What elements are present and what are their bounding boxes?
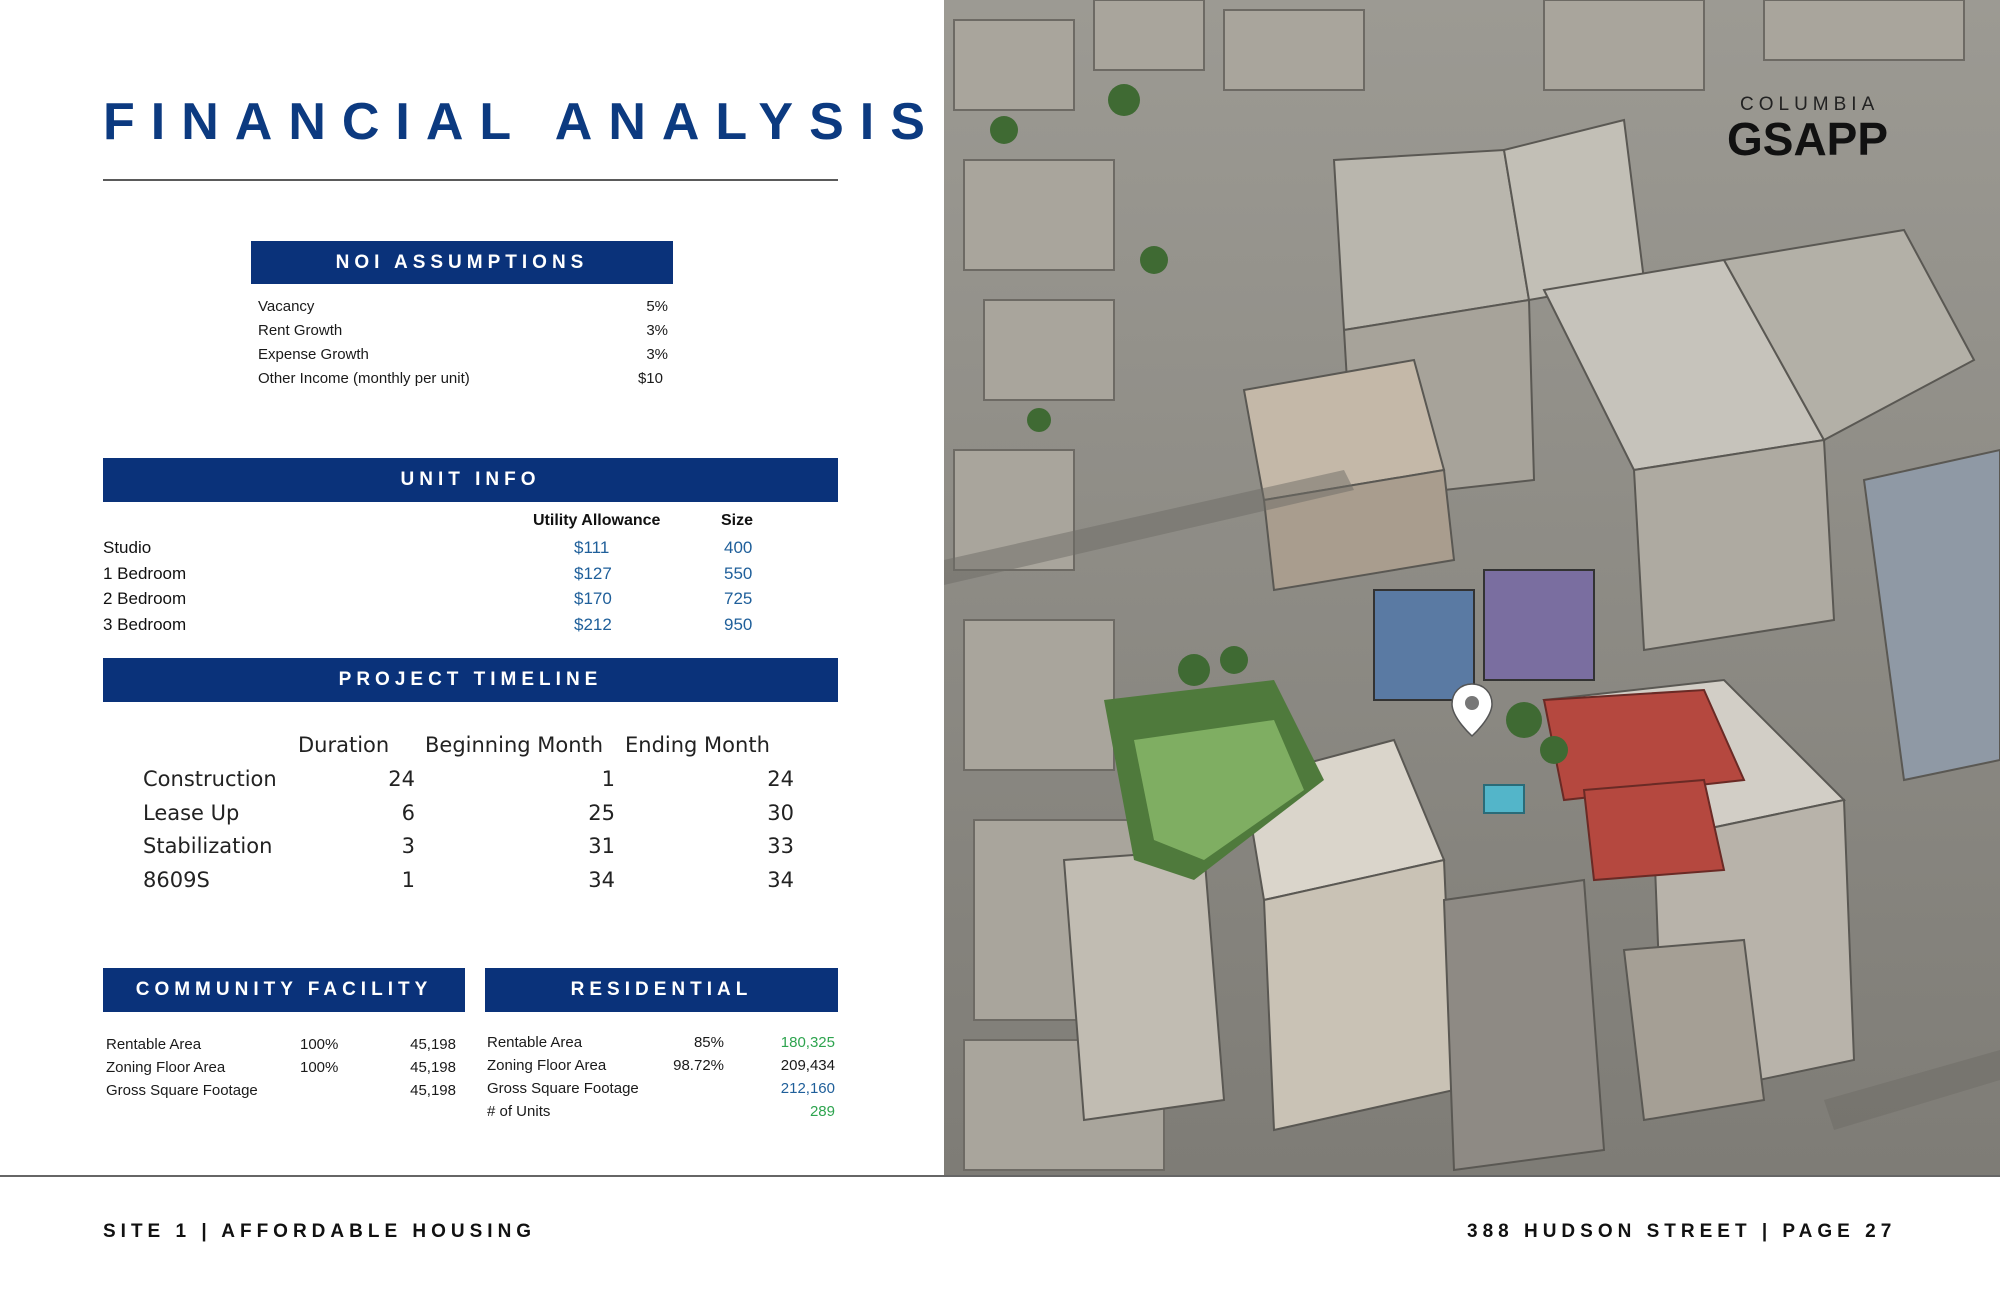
column-header-utility: Utility Allowance [533,512,661,529]
noi-assumptions-header: NOI ASSUMPTIONS [251,241,673,284]
title-divider [103,179,838,181]
unit-size: 950 [724,615,753,634]
noi-value: 5% [646,298,668,315]
noi-label: Vacancy [258,298,315,315]
footer-divider [0,1175,2000,1177]
unit-size: 400 [724,538,753,557]
noi-value: 3% [646,322,668,339]
timeline-duration: 1 [401,868,415,892]
timeline-phase: Lease Up [143,801,240,825]
timeline-begin: 31 [588,834,615,858]
cf-pct: 100% [300,1036,339,1053]
timeline-phase: Construction [143,767,277,791]
unit-size: 550 [724,564,753,583]
utility-allowance: $170 [574,589,612,608]
timeline-end: 30 [767,801,794,825]
cf-label: Rentable Area [106,1036,202,1053]
timeline-end: 34 [767,868,794,892]
cf-pct: 100% [300,1059,339,1076]
project-timeline-header: PROJECT TIMELINE [103,658,838,702]
noi-value: $10 [637,370,663,387]
unit-type: Studio [103,538,152,557]
aerial-site-photo [944,0,2000,1176]
timeline-end: 33 [767,834,794,858]
timeline-phase: 8609S [143,868,210,892]
column-header-duration: Duration [298,733,390,757]
unit-type: 1 Bedroom [103,564,187,583]
timeline-begin: 34 [588,868,615,892]
unit-type: 2 Bedroom [103,589,187,608]
column-header-beginning-month: Beginning Month [425,733,604,757]
cf-label: Gross Square Footage [106,1082,258,1099]
column-header-ending-month: Ending Month [625,733,770,757]
unit-type: 3 Bedroom [103,615,187,634]
res-label: Gross Square Footage [487,1080,639,1097]
noi-label: Other Income (monthly per unit) [258,370,470,387]
cf-value: 45,198 [410,1059,456,1076]
timeline-duration: 3 [401,834,415,858]
gsapp-logo-text: GSAPP [1727,113,1889,165]
utility-allowance: $111 [574,538,610,557]
unit-size: 725 [724,589,753,608]
timeline-duration: 24 [388,767,415,791]
column-header-size: Size [721,512,754,529]
utility-allowance: $127 [574,564,612,583]
timeline-end: 24 [767,767,794,791]
unit-info-header: UNIT INFO [103,458,838,502]
res-value: 209,434 [780,1057,835,1074]
timeline-begin: 1 [601,767,615,791]
community-facility-header: COMMUNITY FACILITY [103,968,465,1012]
res-value: 289 [809,1103,835,1120]
res-value: 212,160 [780,1080,835,1097]
columbia-logo-text: COLUMBIA [1740,94,1880,115]
res-label: Rentable Area [487,1034,583,1051]
noi-label: Rent Growth [258,322,343,339]
footer-left: SITE 1 | AFFORDABLE HOUSING [103,1221,537,1242]
res-label: Zoning Floor Area [487,1057,607,1074]
res-value: 180,325 [780,1034,835,1051]
page-title: FINANCIAL ANALYSIS [103,93,941,151]
utility-allowance: $212 [574,615,612,634]
noi-label: Expense Growth [258,346,369,363]
res-pct: 98.72% [673,1057,724,1074]
timeline-begin: 25 [588,801,615,825]
timeline-phase: Stabilization [143,834,273,858]
noi-value: 3% [646,346,668,363]
res-pct: 85% [693,1034,724,1051]
res-label: # of Units [487,1103,551,1120]
cf-value: 45,198 [410,1082,456,1099]
footer-right: 388 HUDSON STREET | PAGE 27 [1467,1221,1897,1242]
cf-value: 45,198 [410,1036,456,1053]
cf-label: Zoning Floor Area [106,1059,226,1076]
residential-header: RESIDENTIAL [485,968,838,1012]
timeline-duration: 6 [401,801,415,825]
